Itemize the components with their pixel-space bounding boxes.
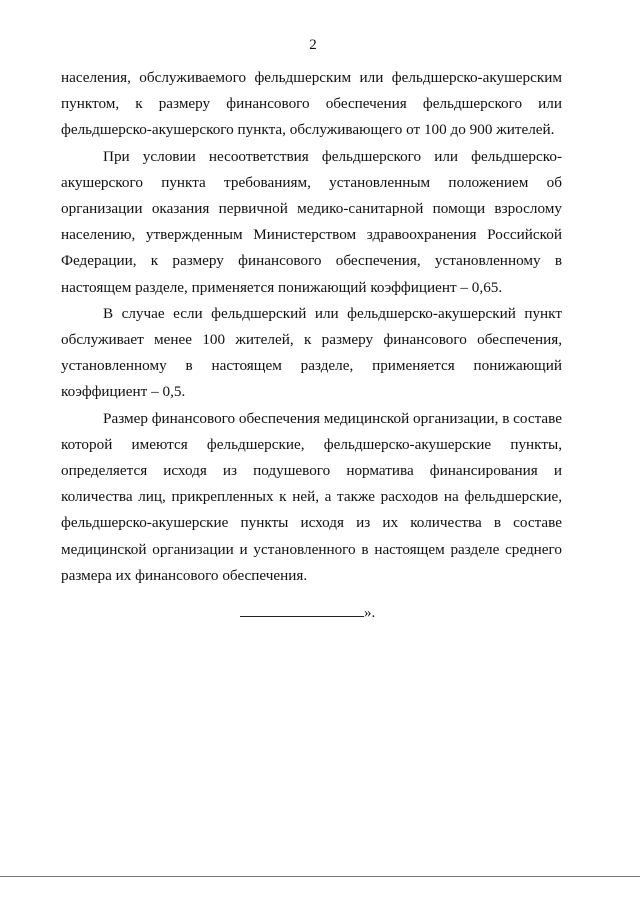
closing-mark bbox=[240, 601, 375, 623]
paragraph-reduction-coefficient-065: При условии несоответствия фельдшерского или фельдшерско-акушерского пункта требованиям, установленным положением об организации оказания первичной медико-санитарной помощи взрослому населению, утвержденным Министерством здравоохранения Российской Федерации, к размеру финансового обеспечения, установленному в настоящем разделе, применяется понижающий коэффициент – 0,65. bbox=[61, 147, 562, 296]
closing-rule bbox=[240, 601, 364, 617]
page-bottom-edge bbox=[0, 876, 640, 877]
closing-quote: ». bbox=[364, 605, 376, 621]
document-body bbox=[61, 65, 562, 589]
paragraph-reduction-coefficient-05: В случае если фельдшерский или фельдшерско-акушерский пункт обслуживает менее 100 жителей, к размеру финансового обеспечения, установленному в настоящем разделе, применяется понижающий коэффициент – 0,5. bbox=[61, 304, 562, 401]
paragraph-financial-support-size: Размер финансового обеспечения медицинской организации, в составе которой имеются фельдшерские, фельдшерско-акушерские пункты, определяется исходя из подушевого норматива финансирования и количества лиц, прикрепленных к ней, а также расходов на фельдшерские, фельдшерско-акушерские пункты исходя из их количества в составе медицинской организации и установленного в настоящем разделе среднего размера их финансового обеспечения. bbox=[61, 409, 562, 584]
paragraph-continuation: населения, обслуживаемого фельдшерским или фельдшерско-акушерским пунктом, к размеру финансового обеспечения фельдшерского или фельдшерско-акушерского пункта, обслуживающего от 100 до 900 жителей. bbox=[61, 69, 562, 139]
page-number: 2 bbox=[309, 37, 317, 53]
